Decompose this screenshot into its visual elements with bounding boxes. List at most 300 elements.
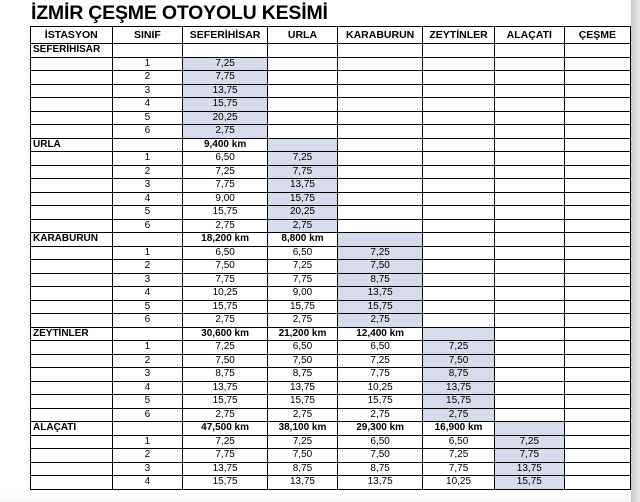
price-cell — [267, 57, 337, 71]
price-cell — [494, 260, 564, 274]
price-cell — [494, 368, 564, 382]
empty-cell — [31, 165, 113, 179]
class-cell: 3 — [112, 368, 183, 382]
price-cell: 2,75 — [338, 314, 423, 328]
price-cell — [564, 287, 630, 301]
class-cell: 6 — [112, 219, 183, 233]
empty-cell — [31, 341, 113, 355]
price-cell — [338, 192, 423, 206]
class-cell: 6 — [112, 314, 183, 328]
price-cell: 2,75 — [267, 408, 337, 422]
empty-cell — [31, 57, 113, 71]
price-cell — [494, 341, 564, 355]
price-cell: 6,50 — [338, 435, 423, 449]
price-cell — [494, 354, 564, 368]
distance-cell: 29,300 km — [338, 422, 423, 436]
price-cell — [564, 98, 630, 112]
table-row — [31, 192, 631, 206]
price-cell — [338, 206, 423, 220]
price-cell: 13,75 — [267, 179, 337, 193]
price-cell — [338, 179, 423, 193]
price-cell — [423, 179, 495, 193]
class-cell: 5 — [112, 111, 183, 125]
empty-cell — [31, 273, 113, 287]
price-cell — [494, 300, 564, 314]
price-cell — [494, 57, 564, 71]
class-cell: 2 — [112, 449, 183, 463]
price-cell — [564, 300, 630, 314]
station-row — [31, 233, 631, 247]
station-name: URLA — [31, 138, 113, 152]
price-cell — [267, 125, 337, 139]
distance-cell — [494, 233, 564, 247]
price-cell: 13,75 — [338, 287, 423, 301]
price-cell — [564, 341, 630, 355]
distance-cell — [494, 44, 564, 58]
price-cell — [494, 408, 564, 422]
price-cell: 2,75 — [183, 314, 268, 328]
empty-cell — [31, 449, 113, 463]
price-cell — [423, 152, 495, 166]
price-cell: 9,00 — [183, 192, 268, 206]
price-cell: 13,75 — [338, 476, 423, 490]
price-cell — [494, 192, 564, 206]
price-cell: 8,75 — [183, 368, 268, 382]
price-cell: 7,50 — [183, 354, 268, 368]
price-cell: 7,25 — [183, 341, 268, 355]
price-cell: 7,50 — [267, 449, 337, 463]
empty-cell — [112, 44, 183, 58]
price-cell — [494, 314, 564, 328]
column-header: URLA — [267, 27, 337, 44]
price-cell: 15,75 — [183, 395, 268, 409]
price-cell — [494, 381, 564, 395]
price-cell — [423, 206, 495, 220]
class-cell: 1 — [112, 57, 183, 71]
price-cell — [494, 219, 564, 233]
price-cell — [338, 152, 423, 166]
price-cell: 6,50 — [338, 341, 423, 355]
class-cell: 4 — [112, 98, 183, 112]
price-cell: 7,25 — [267, 435, 337, 449]
class-cell: 2 — [112, 354, 183, 368]
empty-cell — [31, 98, 113, 112]
price-cell — [423, 84, 495, 98]
price-cell: 8,75 — [338, 273, 423, 287]
class-cell: 4 — [112, 192, 183, 206]
table-row — [31, 260, 631, 274]
empty-cell — [31, 408, 113, 422]
empty-cell — [31, 192, 113, 206]
price-cell — [564, 219, 630, 233]
distance-cell — [564, 327, 630, 341]
price-cell — [338, 98, 423, 112]
distance-cell: 8,800 km — [267, 233, 337, 247]
price-cell: 15,75 — [338, 395, 423, 409]
price-cell — [267, 71, 337, 85]
price-cell — [423, 260, 495, 274]
price-cell — [494, 125, 564, 139]
price-cell: 13,75 — [494, 462, 564, 476]
toll-table — [30, 26, 631, 490]
price-cell: 10,25 — [338, 381, 423, 395]
empty-cell — [31, 462, 113, 476]
class-cell: 5 — [112, 300, 183, 314]
price-cell: 7,25 — [423, 449, 495, 463]
price-cell: 15,75 — [267, 395, 337, 409]
station-row — [31, 422, 631, 436]
column-header: İSTASYON — [31, 27, 113, 44]
price-cell: 7,25 — [183, 57, 268, 71]
class-cell: 1 — [112, 152, 183, 166]
price-cell: 7,25 — [494, 435, 564, 449]
price-cell — [564, 246, 630, 260]
empty-cell — [112, 327, 183, 341]
price-cell: 15,75 — [267, 300, 337, 314]
price-cell: 7,25 — [267, 152, 337, 166]
column-header: SEFERİHİSAR — [183, 27, 268, 44]
price-cell: 2,75 — [183, 219, 268, 233]
price-cell — [564, 354, 630, 368]
class-cell: 3 — [112, 462, 183, 476]
empty-cell — [31, 381, 113, 395]
price-cell: 6,50 — [267, 246, 337, 260]
price-cell — [564, 449, 630, 463]
table-row — [31, 71, 631, 85]
distance-cell: 18,200 km — [183, 233, 268, 247]
price-cell — [423, 300, 495, 314]
class-cell: 3 — [112, 84, 183, 98]
price-cell — [267, 84, 337, 98]
table-row — [31, 219, 631, 233]
price-cell — [338, 111, 423, 125]
empty-cell — [31, 354, 113, 368]
price-cell: 6,50 — [183, 152, 268, 166]
distance-cell: 21,200 km — [267, 327, 337, 341]
price-cell — [564, 476, 630, 490]
price-cell — [267, 98, 337, 112]
table-row — [31, 314, 631, 328]
price-cell — [564, 152, 630, 166]
price-cell: 7,75 — [183, 273, 268, 287]
empty-cell — [31, 206, 113, 220]
price-cell: 13,75 — [267, 476, 337, 490]
table-row — [31, 179, 631, 193]
distance-cell: 12,400 km — [338, 327, 423, 341]
price-cell: 10,25 — [423, 476, 495, 490]
price-cell: 2,75 — [267, 219, 337, 233]
price-cell — [423, 246, 495, 260]
price-cell — [564, 111, 630, 125]
station-name: SEFERİHİSAR — [31, 44, 113, 58]
station-name: ZEYTİNLER — [31, 327, 113, 341]
table-row — [31, 152, 631, 166]
class-cell: 1 — [112, 246, 183, 260]
price-cell: 13,75 — [423, 381, 495, 395]
price-cell — [338, 57, 423, 71]
distance-cell — [423, 233, 495, 247]
empty-cell — [31, 84, 113, 98]
distance-cell — [564, 138, 630, 152]
class-cell: 3 — [112, 273, 183, 287]
table-row — [31, 84, 631, 98]
price-cell — [494, 287, 564, 301]
price-cell — [564, 462, 630, 476]
price-cell: 13,75 — [183, 462, 268, 476]
class-cell: 6 — [112, 125, 183, 139]
price-cell — [423, 125, 495, 139]
empty-cell — [31, 368, 113, 382]
distance-cell — [564, 44, 630, 58]
price-cell — [564, 381, 630, 395]
price-cell: 7,75 — [494, 449, 564, 463]
price-cell — [564, 179, 630, 193]
price-cell: 7,50 — [183, 260, 268, 274]
table-row — [31, 125, 631, 139]
empty-cell — [31, 435, 113, 449]
empty-cell — [31, 71, 113, 85]
column-header: ZEYTİNLER — [423, 27, 495, 44]
price-cell — [494, 273, 564, 287]
price-cell: 7,25 — [183, 165, 268, 179]
table-row — [31, 476, 631, 490]
price-cell — [494, 395, 564, 409]
class-cell: 3 — [112, 179, 183, 193]
table-row — [31, 246, 631, 260]
distance-cell — [183, 44, 268, 58]
table-body — [31, 44, 631, 490]
price-cell — [423, 98, 495, 112]
price-cell — [423, 219, 495, 233]
document-title: İZMİR ÇEŞME OTOYOLU KESİMİ — [31, 2, 328, 24]
price-cell — [423, 57, 495, 71]
column-header: ALAÇATI — [494, 27, 564, 44]
table-row — [31, 449, 631, 463]
distance-cell — [267, 138, 337, 152]
price-cell: 15,75 — [183, 300, 268, 314]
table-row — [31, 300, 631, 314]
price-cell: 7,75 — [183, 71, 268, 85]
table-row — [31, 368, 631, 382]
distance-cell — [423, 44, 495, 58]
price-cell: 7,75 — [267, 165, 337, 179]
price-cell: 7,75 — [423, 462, 495, 476]
table-row — [31, 395, 631, 409]
price-cell — [338, 71, 423, 85]
empty-cell — [31, 287, 113, 301]
table-row — [31, 462, 631, 476]
distance-cell — [267, 44, 337, 58]
empty-cell — [31, 179, 113, 193]
class-cell: 4 — [112, 287, 183, 301]
empty-cell — [31, 476, 113, 490]
table-row — [31, 381, 631, 395]
column-header: KARABURUN — [338, 27, 423, 44]
distance-cell — [338, 44, 423, 58]
column-header: ÇEŞME — [564, 27, 630, 44]
empty-cell — [112, 138, 183, 152]
header-row — [31, 27, 631, 44]
price-cell — [338, 125, 423, 139]
price-cell: 8,75 — [423, 368, 495, 382]
class-cell: 1 — [112, 435, 183, 449]
price-cell — [564, 206, 630, 220]
price-cell — [423, 71, 495, 85]
class-cell: 4 — [112, 476, 183, 490]
price-cell — [494, 179, 564, 193]
table-row — [31, 165, 631, 179]
station-row — [31, 138, 631, 152]
price-cell — [494, 206, 564, 220]
price-cell — [564, 84, 630, 98]
price-cell: 15,75 — [183, 206, 268, 220]
price-cell: 9,00 — [267, 287, 337, 301]
empty-cell — [112, 422, 183, 436]
table-row — [31, 354, 631, 368]
table-row — [31, 111, 631, 125]
price-cell — [564, 71, 630, 85]
price-cell: 7,75 — [267, 273, 337, 287]
price-cell — [423, 165, 495, 179]
price-cell: 15,75 — [267, 192, 337, 206]
empty-cell — [31, 125, 113, 139]
table-row — [31, 273, 631, 287]
price-cell: 2,75 — [338, 408, 423, 422]
price-cell: 2,75 — [183, 408, 268, 422]
price-cell: 15,75 — [183, 98, 268, 112]
price-cell — [494, 246, 564, 260]
price-cell: 15,75 — [494, 476, 564, 490]
price-cell: 7,25 — [183, 435, 268, 449]
price-cell: 20,25 — [267, 206, 337, 220]
distance-cell — [494, 327, 564, 341]
price-cell: 6,50 — [183, 246, 268, 260]
distance-cell: 16,900 km — [423, 422, 495, 436]
price-cell: 7,75 — [183, 179, 268, 193]
price-cell: 13,75 — [183, 84, 268, 98]
station-name: KARABURUN — [31, 233, 113, 247]
empty-cell — [31, 300, 113, 314]
price-cell: 13,75 — [183, 381, 268, 395]
page-shadow — [631, 0, 640, 502]
price-cell: 2,75 — [183, 125, 268, 139]
table-row — [31, 206, 631, 220]
price-cell: 8,75 — [267, 368, 337, 382]
distance-cell — [494, 422, 564, 436]
price-cell — [564, 395, 630, 409]
price-cell: 8,75 — [267, 462, 337, 476]
price-cell — [494, 84, 564, 98]
distance-cell: 9,400 km — [183, 138, 268, 152]
price-cell: 2,75 — [267, 314, 337, 328]
price-cell — [564, 368, 630, 382]
empty-cell — [31, 314, 113, 328]
price-cell — [423, 111, 495, 125]
station-name: ALAÇATI — [31, 422, 113, 436]
class-cell: 1 — [112, 341, 183, 355]
price-cell: 7,75 — [183, 449, 268, 463]
price-cell — [338, 219, 423, 233]
price-cell: 20,25 — [183, 111, 268, 125]
price-cell: 7,25 — [267, 260, 337, 274]
distance-cell: 47,500 km — [183, 422, 268, 436]
table-row — [31, 341, 631, 355]
class-cell: 5 — [112, 206, 183, 220]
price-cell — [494, 152, 564, 166]
price-cell — [423, 314, 495, 328]
distance-cell — [494, 138, 564, 152]
class-cell: 2 — [112, 71, 183, 85]
price-cell — [564, 192, 630, 206]
table-row — [31, 408, 631, 422]
price-cell: 2,75 — [423, 408, 495, 422]
empty-cell — [31, 246, 113, 260]
price-cell: 15,75 — [183, 476, 268, 490]
class-cell: 2 — [112, 260, 183, 274]
price-cell — [564, 435, 630, 449]
price-cell — [564, 165, 630, 179]
empty-cell — [31, 111, 113, 125]
price-cell — [564, 314, 630, 328]
table-row — [31, 435, 631, 449]
table-row — [31, 287, 631, 301]
page-edge-fade — [0, 494, 631, 502]
distance-cell: 30,600 km — [183, 327, 268, 341]
distance-cell — [338, 138, 423, 152]
price-cell — [564, 260, 630, 274]
price-cell: 6,50 — [267, 341, 337, 355]
price-cell: 8,75 — [338, 462, 423, 476]
distance-cell — [564, 233, 630, 247]
price-cell: 6,50 — [423, 435, 495, 449]
price-cell — [494, 165, 564, 179]
price-cell: 7,50 — [338, 260, 423, 274]
distance-cell — [423, 327, 495, 341]
table-row — [31, 57, 631, 71]
empty-cell — [112, 233, 183, 247]
empty-cell — [31, 395, 113, 409]
column-header: SINIF — [112, 27, 183, 44]
price-cell — [423, 273, 495, 287]
distance-cell — [564, 422, 630, 436]
price-cell — [564, 273, 630, 287]
price-cell: 7,50 — [338, 449, 423, 463]
class-cell: 6 — [112, 408, 183, 422]
price-cell — [494, 71, 564, 85]
price-cell — [423, 192, 495, 206]
price-cell — [564, 125, 630, 139]
empty-cell — [31, 152, 113, 166]
price-cell — [564, 57, 630, 71]
price-cell: 15,75 — [423, 395, 495, 409]
price-cell: 13,75 — [267, 381, 337, 395]
price-cell — [564, 408, 630, 422]
price-cell: 7,25 — [338, 246, 423, 260]
class-cell: 4 — [112, 381, 183, 395]
price-cell: 7,50 — [267, 354, 337, 368]
price-cell — [494, 111, 564, 125]
class-cell: 5 — [112, 395, 183, 409]
distance-cell: 38,100 km — [267, 422, 337, 436]
price-cell — [338, 84, 423, 98]
class-cell: 2 — [112, 165, 183, 179]
station-row — [31, 44, 631, 58]
price-cell: 15,75 — [338, 300, 423, 314]
price-cell: 7,50 — [423, 354, 495, 368]
price-cell — [267, 111, 337, 125]
price-cell: 7,25 — [338, 354, 423, 368]
station-row — [31, 327, 631, 341]
